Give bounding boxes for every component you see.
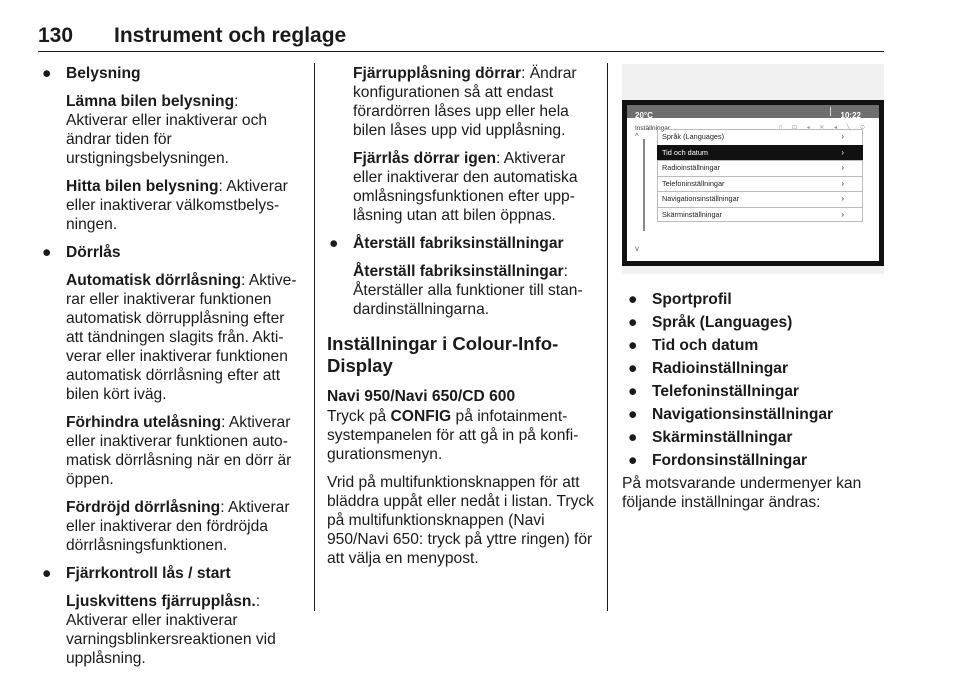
status-separator xyxy=(830,107,831,116)
setting-desc: : Aktiverar eller inaktiverar funktionen automatisk dörrupplåsning efter att tändningen slagits från. Aktiverar eller inaktiverar funktionen automatisk dörrlåsning efter att bilen kört iväg. xyxy=(66,272,297,403)
chevron-right-icon: › xyxy=(841,147,844,157)
setting-item xyxy=(40,498,302,555)
setting-term: Ljuskvittens fjärrupplåsn. xyxy=(66,593,256,610)
status-icons: ▯ ⊡ ◂ ✕ ◂ ╲ ⊙ xyxy=(778,125,869,131)
setting-item xyxy=(327,64,594,140)
temperature-readout: 20°C xyxy=(635,111,653,120)
display-screen xyxy=(627,105,879,261)
list-item-label: Skärminställningar xyxy=(652,429,793,446)
scroll-up-icon[interactable]: ^ xyxy=(635,132,639,141)
menu-item-label: Telefoninställningar xyxy=(662,178,725,188)
bullet-dot: ● xyxy=(628,314,638,331)
setting-desc: : Aktiverar eller inaktiverar välkomstbelysningen. xyxy=(66,178,288,233)
bullet-heading: Återställ fabriksinställningar xyxy=(353,235,564,252)
setting-desc: : Aktiverar eller inaktiverar funktionen automatisk dörrlåsning när en dörr är öppen. xyxy=(66,414,292,488)
bullet-heading: Belysning xyxy=(66,65,141,82)
bullet-dot: ● xyxy=(42,565,52,582)
bullet-reset xyxy=(327,234,594,253)
text-run: Tryck på xyxy=(327,408,391,425)
list-item xyxy=(622,313,884,332)
closing-paragraph: På motsvarande undermenyer kan följande inställningar ändras: xyxy=(622,475,862,511)
setting-desc: : Aktiverar eller inaktiverar varningsblinkersreaktionen vid upplåsning. xyxy=(66,593,276,667)
menu-options-list xyxy=(622,290,884,470)
setting-desc: : Ändrar konfigurationen så att endast förardörren låses upp eller hela bilen låses upp vid upplåsning. xyxy=(353,65,577,139)
chevron-right-icon: › xyxy=(841,209,844,219)
list-item-label: Fordonsinställningar xyxy=(652,452,808,469)
list-item xyxy=(622,290,884,309)
menu-item-label: Skärminställningar xyxy=(662,209,723,219)
page-title: Instrument och reglage xyxy=(114,24,347,47)
menu-item-radio[interactable] xyxy=(657,160,863,176)
setting-desc: : Återställer alla funktioner till standardinställningarna. xyxy=(353,263,583,318)
screen-title: Inställningar xyxy=(635,125,671,132)
bullet-dot: ● xyxy=(628,291,638,308)
status-bar xyxy=(627,105,879,118)
list-item-label: Sportprofil xyxy=(652,291,732,308)
list-item-label: Radioinställningar xyxy=(652,360,789,377)
display-bezel xyxy=(622,100,884,266)
setting-item xyxy=(40,177,302,234)
setting-item xyxy=(40,92,302,168)
menu-item-label: Navigationsinställningar xyxy=(662,194,740,203)
bullet-dot: ● xyxy=(628,452,638,469)
chevron-right-icon: › xyxy=(841,194,844,203)
chevron-right-icon: › xyxy=(841,178,844,188)
bullet-dot: ● xyxy=(628,406,638,423)
list-item xyxy=(622,405,884,424)
bullet-dorrlas xyxy=(40,243,302,262)
page-header xyxy=(38,24,884,52)
settings-menu-list xyxy=(657,129,863,222)
config-key-label: CONFIG xyxy=(390,408,452,425)
menu-item-label: Radioinställningar xyxy=(662,163,721,172)
setting-item xyxy=(40,271,302,404)
setting-term: Fjärrlås dörrar igen xyxy=(353,150,496,167)
column-3 xyxy=(622,64,884,521)
list-item-label: Tid och datum xyxy=(652,337,759,354)
setting-term: Återställ fabriksinställningar xyxy=(353,263,564,280)
setting-item xyxy=(327,262,594,319)
bullet-dot: ● xyxy=(628,360,638,377)
bullet-heading: Dörrlås xyxy=(66,244,121,261)
list-item xyxy=(622,359,884,378)
setting-item xyxy=(327,149,594,225)
setting-term: Fjärrupplåsning dörrar xyxy=(353,65,522,82)
bullet-dot: ● xyxy=(329,235,339,252)
bullet-dot: ● xyxy=(42,65,52,82)
list-item-label: Språk (Languages) xyxy=(652,314,793,331)
list-item-label: Navigationsinställningar xyxy=(652,406,834,423)
menu-item-tid-och-datum[interactable] xyxy=(657,145,863,161)
bullet-dot: ● xyxy=(628,337,638,354)
bullet-belysning xyxy=(40,64,302,83)
scroll-down-icon[interactable]: v xyxy=(635,244,639,253)
list-item xyxy=(622,382,884,401)
setting-desc: : Aktiverar eller inaktiverar den fördröjda dörrlåsningsfunktionen. xyxy=(66,499,290,554)
list-item xyxy=(622,336,884,355)
chevron-right-icon: › xyxy=(841,163,844,172)
menu-item-sprak[interactable] xyxy=(657,129,863,145)
bullet-dot: ● xyxy=(628,383,638,400)
column-divider xyxy=(607,63,608,611)
list-item-label: Telefoninställningar xyxy=(652,383,799,400)
menu-item-telefon[interactable] xyxy=(657,176,863,192)
menu-item-skarm[interactable] xyxy=(657,207,863,223)
subheading: Navi 950/Navi 650/CD 600 xyxy=(327,388,516,405)
menu-item-label: Tid och datum xyxy=(662,147,708,157)
setting-term: Fördröjd dörrlåsning xyxy=(66,499,221,516)
column-1 xyxy=(40,64,302,677)
column-2 xyxy=(327,64,594,577)
scrollbar-track[interactable] xyxy=(643,139,645,231)
text-run: på infotainmentsystempanelen för att gå in på konfigurationsmenyn. xyxy=(327,408,579,463)
column-divider xyxy=(314,63,315,611)
setting-desc: : Aktiverar eller inaktiverar den automatiska omlåsningsfunktionen efter upplåsning utan att bilen öppnas. xyxy=(353,150,578,224)
setting-item xyxy=(40,413,302,489)
list-item xyxy=(622,428,884,447)
bullet-heading: Fjärrkontroll lås / start xyxy=(66,565,231,582)
setting-item xyxy=(40,592,302,668)
bullet-dot: ● xyxy=(42,244,52,261)
section-title: Inställningar i Colour-Info-Display xyxy=(327,333,559,376)
menu-item-navigation[interactable] xyxy=(657,191,863,207)
setting-term: Hitta bilen belysning xyxy=(66,178,219,195)
menu-item-label: Språk (Languages) xyxy=(662,132,725,141)
setting-term: Lämna bilen belysning xyxy=(66,93,235,110)
settings-screen-figure xyxy=(622,64,884,274)
clock-readout: 10:22 xyxy=(840,111,861,120)
bullet-dot: ● xyxy=(628,429,638,446)
list-item xyxy=(622,451,884,470)
page-number: 130 xyxy=(38,24,74,47)
paragraph xyxy=(327,407,594,464)
setting-desc: : Aktiverar eller inaktiverar och ändrar tiden för urstigningsbelysningen. xyxy=(66,93,268,167)
setting-term: Automatisk dörrlåsning xyxy=(66,272,242,289)
chevron-right-icon: › xyxy=(841,132,844,141)
paragraph: Vrid på multifunktionsknappen för att bläddra uppåt eller nedåt i listan. Tryck på multifunktionsknappen (Navi 950/Navi 650: tryck på yttre ringen) för att välja en menypost. xyxy=(327,474,594,567)
setting-term: Förhindra utelåsning xyxy=(66,414,222,431)
bullet-fjarrkontroll xyxy=(40,564,302,583)
